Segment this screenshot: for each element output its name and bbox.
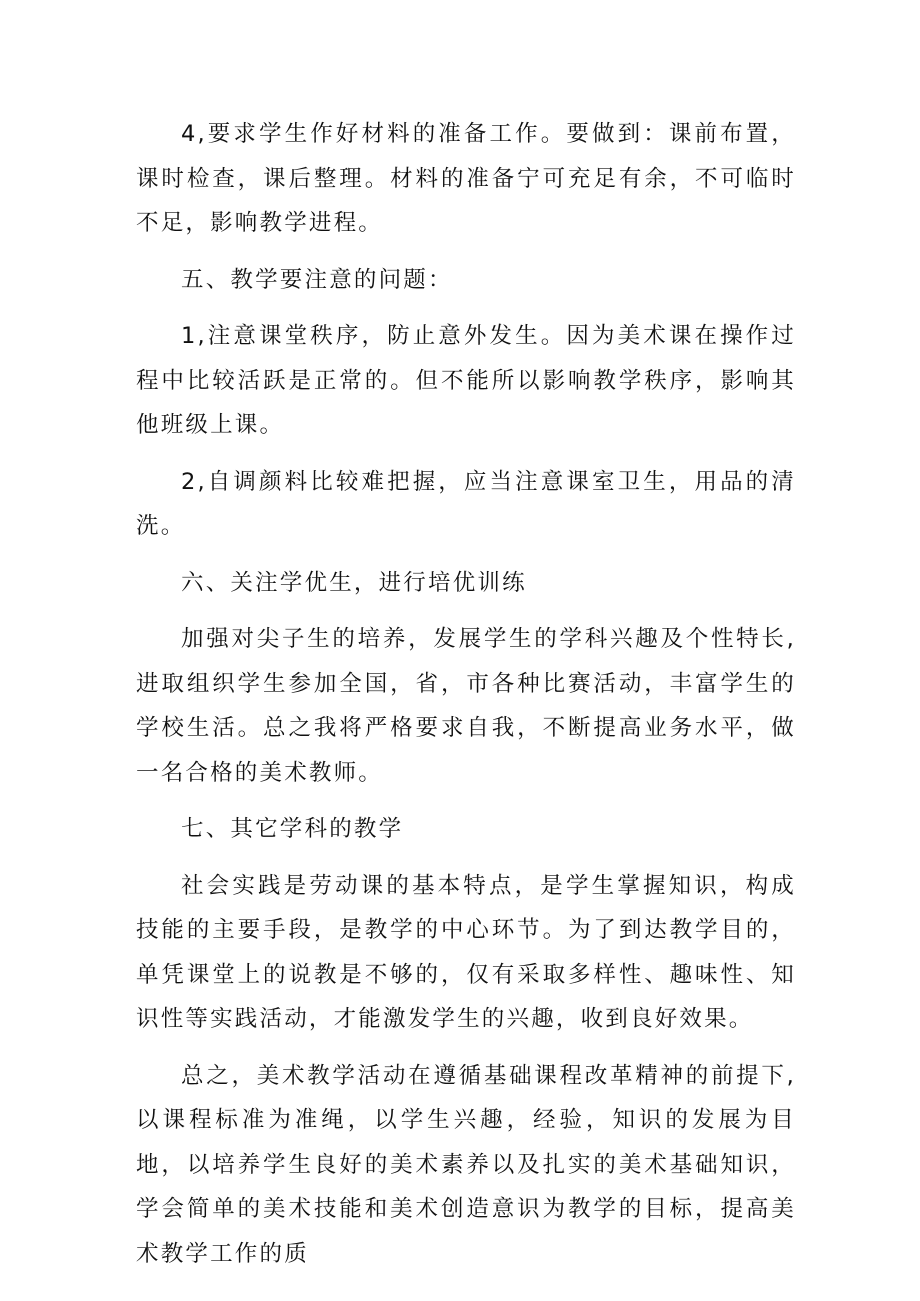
- section-heading-teaching-issues: 五、教学要注意的问题：: [181, 266, 453, 293]
- paragraph-top-student-training: 加强对尖子生的培养，发展学生的学科兴趣及个性特长,进取组织学生参加全国，省，市各种比赛活动，丰富学生的学校生活。总之我将严格要求自我，不断提高业务水平，做一名合格的美术教师。: [136, 626, 796, 786]
- paragraph-paint-hygiene: 2,自调颜料比较难把握，应当注意课室卫生，用品的清洗。: [136, 468, 796, 539]
- paragraph-social-practice: 社会实践是劳动课的基本特点，是学生掌握知识，构成技能的主要手段，是教学的中心环节。为了到达教学目的，单凭课堂上的说教是不够的，仅有采取多样性、趣味性、知识性等实践活动，才能激发学生的兴趣，收到良好效果。: [136, 872, 796, 1032]
- section-heading-other-subjects: 七、其它学科的教学: [181, 816, 404, 842]
- document-body: [136, 112, 796, 1288]
- paragraph-summary: 总之，美术教学活动在遵循基础课程改革精神的前提下,以课程标准为准绳，以学生兴趣，经验，知识的发展为目地，以培养学生良好的美术素养以及扎实的美术基础知识，学会简单的美术技能和美术创造意识为教学的目标，提高美术教学工作的质: [136, 1062, 796, 1267]
- paragraph-classroom-order: 1,注意课堂秩序，防止意外发生。因为美术课在操作过程中比较活跃是正常的。但不能所以影响教学秩序，影响其他班级上课。: [136, 323, 796, 438]
- section-heading-top-students: 六、关注学优生，进行培优训练: [181, 569, 527, 596]
- paragraph-material-preparation: 4,要求学生作好材料的准备工作。要做到：课前布置，课时检查，课后整理。材料的准备宁可充足有余，不可临时不足，影响教学进程。: [136, 121, 796, 236]
